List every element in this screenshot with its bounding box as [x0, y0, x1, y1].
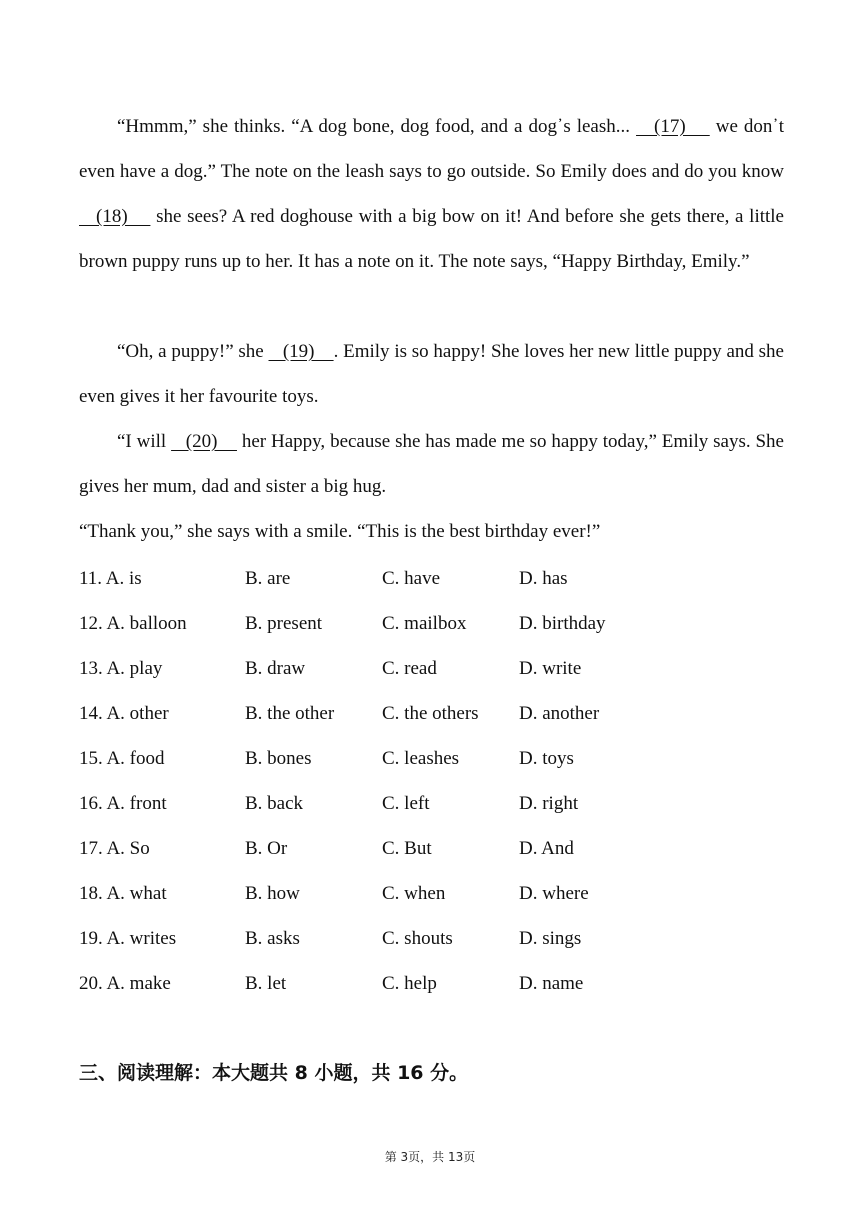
option-d: D. right: [519, 793, 579, 814]
option-c: C. left: [382, 793, 430, 814]
option-a: 16. A. front: [79, 793, 167, 814]
passage-paragraph-3: [79, 419, 784, 509]
option-c: C. read: [382, 658, 437, 679]
option-b: B. the other: [245, 703, 335, 724]
option-a: 12. A. balloon: [79, 613, 187, 634]
text: “I will: [117, 431, 172, 452]
option-row-18: [79, 871, 779, 916]
option-row-11: [79, 556, 779, 601]
option-row-12: [79, 601, 779, 646]
option-d: D. where: [519, 883, 589, 904]
text: . Emily is so happy! She loves her new little puppy and she even gives it her favourite toys.: [79, 341, 784, 407]
section-heading: 三、阅读理解：本大题共 8 小题，共 16 分。: [79, 1062, 469, 1084]
option-row-14: [79, 691, 779, 736]
blank-20: (20): [171, 431, 237, 452]
text: we don᾿t even have a dog.” The note on the leash says to go outside. So Emily does and do you know: [79, 116, 785, 182]
option-c: C. shouts: [382, 928, 453, 949]
option-row-17: [79, 826, 779, 871]
passage-paragraph-2: [79, 329, 784, 419]
option-b: B. back: [245, 793, 304, 814]
option-d: D. toys: [519, 748, 574, 769]
option-b: B. let: [245, 973, 287, 994]
option-b: B. how: [245, 883, 300, 904]
option-row-19: [79, 916, 779, 961]
option-d: D. And: [519, 838, 574, 859]
blank-19: (19): [268, 341, 334, 362]
options-list: [79, 556, 779, 1006]
text: her Happy, because she has made me so happy today,” Emily says. She gives her mum, dad and sister a big hug.: [79, 431, 784, 497]
option-row-15: [79, 736, 779, 781]
option-c: C. mailbox: [382, 613, 467, 634]
option-a: 14. A. other: [79, 703, 169, 724]
option-a: 19. A. writes: [79, 928, 177, 949]
option-c: C. have: [382, 568, 441, 589]
option-a: 13. A. play: [79, 658, 163, 679]
option-b: B. are: [245, 568, 291, 589]
option-a: 15. A. food: [79, 748, 165, 769]
option-d: D. has: [519, 568, 568, 589]
option-a: 11. A. is: [79, 568, 142, 589]
option-b: B. Or: [245, 838, 288, 859]
option-d: D. birthday: [519, 613, 606, 634]
blank-18: (18): [79, 206, 151, 227]
option-d: D. name: [519, 973, 584, 994]
text: “Oh, a puppy!” she: [117, 341, 269, 362]
option-c: C. when: [382, 883, 446, 904]
option-d: D. sings: [519, 928, 582, 949]
page-footer: 第 3页，共 13页: [384, 1150, 476, 1164]
option-c: C. leashes: [382, 748, 460, 769]
option-c: C. the others: [382, 703, 479, 724]
option-a: 17. A. So: [79, 838, 150, 859]
text: she sees? A red doghouse with a big bow on it! And before she gets there, a little brown puppy runs up to her. It has a note on it. The note says, “Happy Birthday, Emily.”: [79, 206, 784, 272]
passage-paragraph-4: “Thank you,” she says with a smile. “This is the best birthday ever!”: [79, 521, 601, 542]
option-c: C. But: [382, 838, 432, 859]
option-b: B. present: [245, 613, 323, 634]
option-a: 20. A. make: [79, 973, 171, 994]
option-b: B. draw: [245, 658, 306, 679]
option-row-20: [79, 961, 779, 1006]
option-a: 18. A. what: [79, 883, 167, 904]
option-b: B. asks: [245, 928, 300, 949]
text: “Hmmm,” she thinks. “A dog bone, dog food, and a dog᾿s leash...: [117, 116, 637, 137]
option-d: D. another: [519, 703, 600, 724]
option-row-16: [79, 781, 779, 826]
option-c: C. help: [382, 973, 437, 994]
option-b: B. bones: [245, 748, 312, 769]
option-row-13: [79, 646, 779, 691]
option-d: D. write: [519, 658, 582, 679]
passage-paragraph-1: [79, 104, 784, 284]
blank-17: (17): [636, 116, 710, 137]
